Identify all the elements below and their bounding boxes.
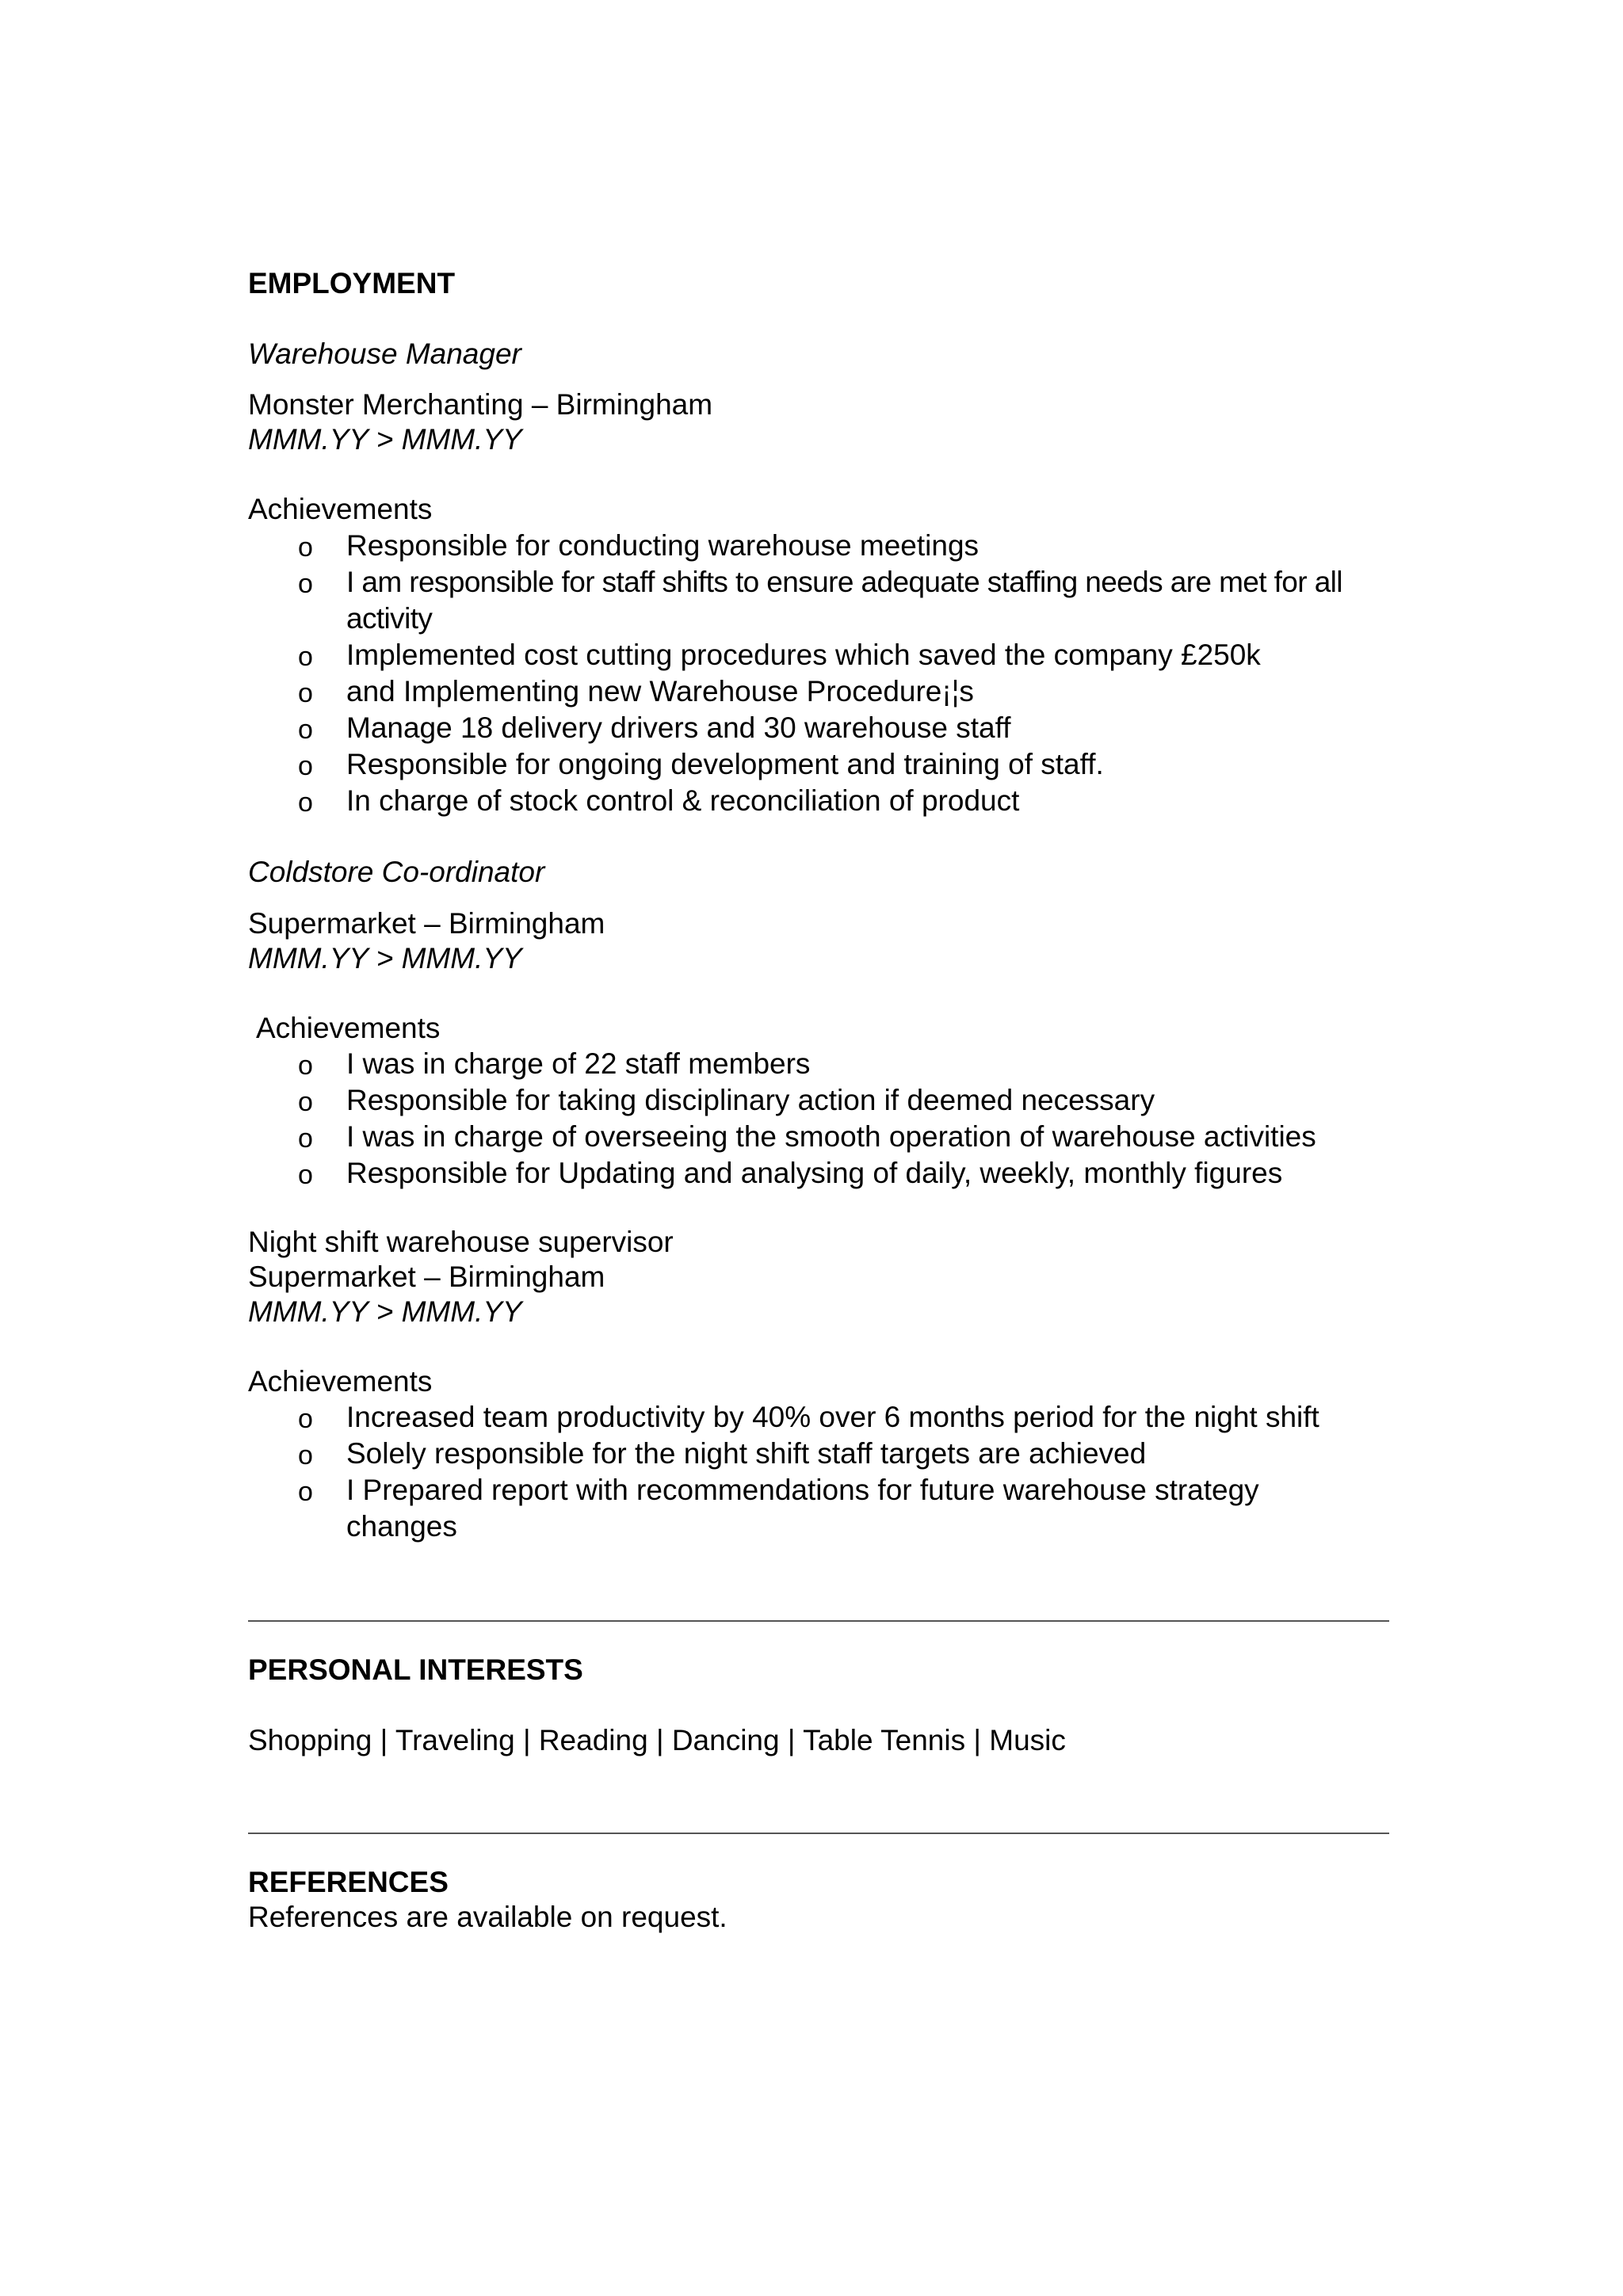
achievement-item: o Responsible for conducting warehouse meetings <box>248 528 1389 564</box>
bullet-marker: o <box>298 569 313 599</box>
bullet-marker: o <box>298 751 313 781</box>
section-divider <box>248 1620 1389 1622</box>
job-title: Warehouse Manager <box>248 338 521 370</box>
interests-heading: PERSONAL INTERESTS <box>248 1653 583 1686</box>
job-company: Supermarket – Birmingham <box>248 907 605 940</box>
resume-page <box>248 0 1389 2296</box>
bullet-marker: o <box>298 1051 313 1081</box>
bullet-marker: o <box>298 1087 313 1117</box>
achievements-list <box>248 1399 1389 1545</box>
bullet-marker: o <box>298 1123 313 1154</box>
employment-heading: EMPLOYMENT <box>248 267 456 299</box>
bullet-marker: o <box>298 532 313 563</box>
interests-text: Shopping | Traveling | Reading | Dancing | Table Tennis | Music <box>248 1724 1066 1756</box>
job-company: Monster Merchanting – Birmingham <box>248 388 713 421</box>
job-dates: MMM.YY > MMM.YY <box>248 1295 522 1328</box>
references-text: References are available on request. <box>248 1901 727 1933</box>
references-heading: REFERENCES <box>248 1866 449 1898</box>
achievement-item: o Manage 18 delivery drivers and 30 warehouse staff <box>248 710 1389 746</box>
achievement-item: o Increased team productivity by 40% over 6 months period for the night shift <box>248 1399 1389 1436</box>
bullet-marker: o <box>298 715 313 745</box>
achievement-item: o I was in charge of 22 staff members <box>248 1046 1389 1082</box>
achievement-item: o Responsible for taking disciplinary action if deemed necessary <box>248 1082 1389 1119</box>
bullet-marker: o <box>298 678 313 708</box>
job-dates: MMM.YY > MMM.YY <box>248 423 522 456</box>
job-company: Supermarket – Birmingham <box>248 1261 605 1293</box>
achievement-item: o Solely responsible for the night shift staff targets are achieved <box>248 1436 1389 1472</box>
bullet-marker: o <box>298 788 313 818</box>
job-dates: MMM.YY > MMM.YY <box>248 942 522 974</box>
bullet-marker: o <box>298 642 313 672</box>
achievements-label: Achievements <box>248 493 433 525</box>
achievements-list <box>248 1046 1389 1192</box>
achievements-list <box>248 528 1389 819</box>
bullet-marker: o <box>298 1477 313 1507</box>
job-title: Night shift warehouse supervisor <box>248 1226 674 1258</box>
achievement-item: o I am responsible for staff shifts to ensure adequate staffing needs are met for all activity <box>298 566 1342 635</box>
achievement-item: o Responsible for ongoing development and training of staff. <box>248 746 1389 783</box>
job-title: Coldstore Co-ordinator <box>248 856 545 888</box>
achievements-label: Achievements <box>248 1365 433 1398</box>
achievement-item: o and Implementing new Warehouse Procedure¡¦s <box>248 673 1389 710</box>
achievement-item: o Responsible for Updating and analysing of daily, weekly, monthly figures <box>248 1155 1389 1192</box>
bullet-marker: o <box>298 1160 313 1190</box>
bullet-marker: o <box>298 1440 313 1470</box>
achievement-item: o Implemented cost cutting procedures which saved the company £250k <box>248 637 1389 673</box>
achievement-item: o In charge of stock control & reconciliation of product <box>248 783 1389 819</box>
bullet-marker: o <box>298 1404 313 1434</box>
section-divider <box>248 1833 1389 1834</box>
achievements-label: Achievements <box>256 1012 441 1044</box>
achievement-item: o I was in charge of overseeing the smooth operation of warehouse activities <box>248 1119 1389 1155</box>
achievement-item: o I Prepared report with recommendations for future warehouse strategy changes <box>298 1474 1259 1543</box>
